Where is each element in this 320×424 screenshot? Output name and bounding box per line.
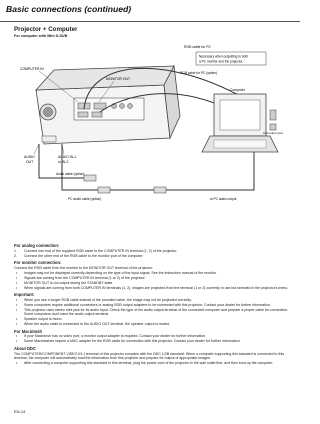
page-number: EN-14 — [14, 409, 26, 414]
important-bullet: • When you use a longer RGB cable instead of the provided cable, the image may not be projected correctly. — [16, 297, 192, 302]
note-line1: Necessary when outputting to both — [199, 54, 249, 59]
label-to-pc-audio: to PC audio output — [210, 197, 237, 201]
header-title: Basic connections (continued) — [6, 4, 132, 14]
mac-bullet: • Some Macintoshes require a MAC adapter for the RGB cable for connection with this projector. Contact your dealer for further information. — [16, 339, 241, 344]
monitor-bullet: • MONITOR OUT is not output during the STANDBY state. — [16, 280, 114, 285]
label-computer-in: COMPUTER IN — [20, 67, 44, 71]
label-audio-in2: or IN-2 — [58, 160, 69, 164]
ddc-bullet: • After connecting a computer supporting this standard to this terminal, plug the power cord of the projector in the wall outlet first, and then boot up the computer. — [16, 361, 274, 366]
label-rgb-cable-pc: RGB cable for PC — [184, 45, 211, 49]
section-subtitle: For computer with Mini D-SUB — [14, 34, 68, 38]
analog-step-2: 2. Connect the other end of the RGB cable to the monitor port of the computer. — [14, 253, 144, 258]
heading-ddc: About DDC — [14, 345, 36, 351]
note-line2: a PC monitor and the projector. — [199, 59, 244, 64]
monitor-bullet: • When signals are coming from both COMPUTER IN terminals (1, 2), images are projected from the terminal (1 or 2) currently in use but selected in the projector's menu. — [16, 285, 289, 290]
label-monitor-out: MONITOR OUT — [106, 77, 131, 81]
section-title: Projector + Computer — [14, 26, 78, 33]
monitor-intro: Connect the RGB cable from the monitor to the MONITOR OUT terminal of the projector. — [14, 265, 154, 270]
monitor-bullet: • Signals are coming from the COMPUTER IN terminal (1 or 2) of the projector. — [16, 275, 146, 280]
label-rgb-cable-pc-option: RGB cable for PC (option) — [180, 71, 218, 75]
instructions-body — [14, 241, 290, 366]
important-bullet: • When the audio cable is connected to the AUDIO OUT terminal, the speaker output is muted. — [16, 322, 170, 327]
important-bullet: • This projector uses stereo mini jack for its audio input. Check the type of the audio output terminal of the connected computer and prepare a proper cable for connection. Some computers don't have the audio output terminal. — [16, 307, 289, 317]
label-audio-out2: OUT — [26, 160, 34, 164]
label-audio-cable: Audio cable (option) — [56, 172, 85, 176]
label-audio-out: AUDIO — [24, 155, 35, 159]
label-to-monitor-port: to monitor port — [263, 131, 283, 135]
mac-bullet: • If your Macintosh has no video port, a monitor output adapter is required. Contact your dealer for further information. — [16, 334, 207, 339]
heading-analog: For analog connection: — [14, 242, 60, 248]
important-bullet: • Some computers require additional connectors or analog RGB output adapters to be connected with this projector. Contact your dealer for further information. — [16, 302, 271, 307]
monitor-bullet: • Images may not be displayed correctly depending on the type of the input signal. See the instruction manual of the monitor. — [16, 270, 217, 275]
label-computer: Computer — [230, 88, 245, 92]
important-bullet: • Speaker output is mono. — [16, 317, 63, 322]
label-pc-audio-cable: PC audio cable (option) — [68, 197, 102, 201]
heading-important: Important: — [14, 291, 35, 297]
heading-monitor: For monitor connection: — [14, 259, 62, 265]
heading-macintosh: For Macintosh — [14, 328, 42, 334]
ddc-text: The COMPUTER/COMPONENT VIDEO IN-1 terminal of this projector complies with the DDC 1/2B standard. When a computer supporting this standard is connected to this terminal, the computer will automatically load the information from this projector and prepare for output of appropriate images. — [14, 351, 284, 361]
analog-step-1: 1. Connect one end of the supplied RGB cable to the COMPUTER IN terminal (1, 2) of the projector. — [14, 248, 178, 253]
connection-diagram — [14, 40, 289, 240]
label-audio-in: AUDIO IN-1 — [58, 155, 77, 159]
